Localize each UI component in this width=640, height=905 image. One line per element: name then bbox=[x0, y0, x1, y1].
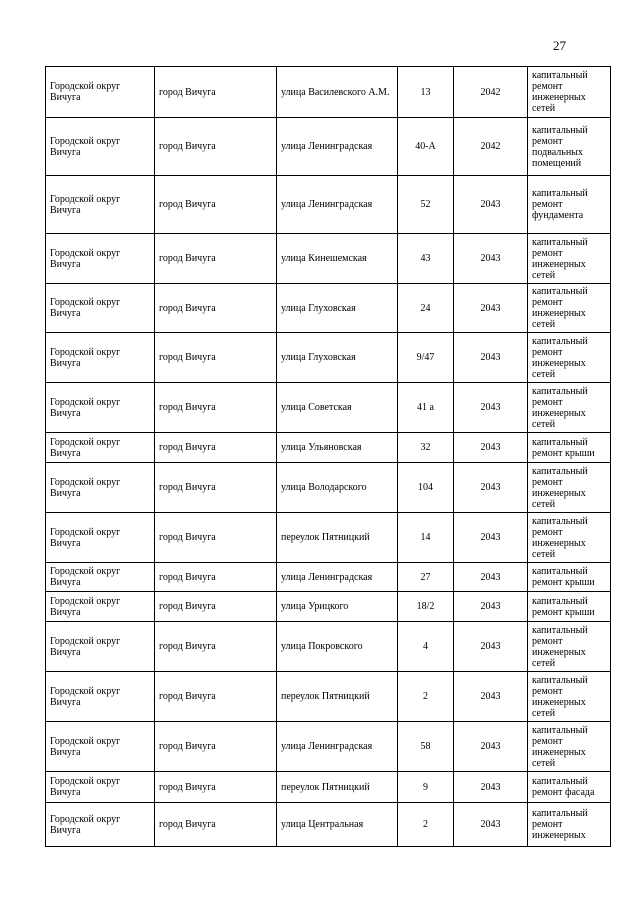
work-type-cell: капитальный ремонт инженерных сетей bbox=[528, 722, 611, 772]
house-number-cell: 14 bbox=[398, 513, 454, 563]
table-row bbox=[46, 803, 611, 847]
city-cell: город Вичуга bbox=[155, 176, 277, 234]
table-row bbox=[46, 433, 611, 463]
street-cell: улица Урицкого bbox=[277, 592, 398, 622]
street-cell: улица Кинешемская bbox=[277, 234, 398, 284]
table-row bbox=[46, 622, 611, 672]
city-cell: город Вичуга bbox=[155, 563, 277, 592]
house-number-cell: 104 bbox=[398, 463, 454, 513]
table-row bbox=[46, 463, 611, 513]
street-cell: улица Василевского А.М. bbox=[277, 67, 398, 118]
work-type-cell: капитальный ремонт фасада bbox=[528, 772, 611, 803]
table-row bbox=[46, 176, 611, 234]
work-type-cell: капитальный ремонт инженерных сетей bbox=[528, 513, 611, 563]
district-cell: Городской округ Вичуга bbox=[46, 722, 155, 772]
street-cell: улица Глуховская bbox=[277, 333, 398, 383]
house-number-cell: 2 bbox=[398, 803, 454, 847]
house-number-cell: 18/2 bbox=[398, 592, 454, 622]
street-cell: улица Центральная bbox=[277, 803, 398, 847]
district-cell: Городской округ Вичуга bbox=[46, 333, 155, 383]
street-cell: улица Покровского bbox=[277, 622, 398, 672]
table-row bbox=[46, 592, 611, 622]
house-number-cell: 4 bbox=[398, 622, 454, 672]
page-number: 27 bbox=[553, 38, 566, 53]
work-type-cell: капитальный ремонт инженерных сетей bbox=[528, 234, 611, 284]
house-number-cell: 43 bbox=[398, 234, 454, 284]
house-number-cell: 40-А bbox=[398, 118, 454, 176]
street-cell: улица Глуховская bbox=[277, 284, 398, 333]
year-cell: 2043 bbox=[454, 722, 528, 772]
city-cell: город Вичуга bbox=[155, 463, 277, 513]
year-cell: 2043 bbox=[454, 622, 528, 672]
year-cell: 2043 bbox=[454, 176, 528, 234]
district-cell: Городской округ Вичуга bbox=[46, 176, 155, 234]
city-cell: город Вичуга bbox=[155, 803, 277, 847]
table-row bbox=[46, 563, 611, 592]
city-cell: город Вичуга bbox=[155, 672, 277, 722]
street-cell: переулок Пятницкий bbox=[277, 672, 398, 722]
district-cell: Городской округ Вичуга bbox=[46, 284, 155, 333]
year-cell: 2042 bbox=[454, 67, 528, 118]
year-cell: 2043 bbox=[454, 333, 528, 383]
city-cell: город Вичуга bbox=[155, 772, 277, 803]
district-cell: Городской округ Вичуга bbox=[46, 433, 155, 463]
district-cell: Городской округ Вичуга bbox=[46, 67, 155, 118]
district-cell: Городской округ Вичуга bbox=[46, 563, 155, 592]
work-type-cell: капитальный ремонт крыши bbox=[528, 592, 611, 622]
table-row bbox=[46, 67, 611, 118]
work-type-cell: капитальный ремонт крыши bbox=[528, 563, 611, 592]
table-row bbox=[46, 772, 611, 803]
repair-schedule-table bbox=[45, 66, 611, 847]
street-cell: переулок Пятницкий bbox=[277, 772, 398, 803]
street-cell: улица Ленинградская bbox=[277, 176, 398, 234]
year-cell: 2043 bbox=[454, 803, 528, 847]
year-cell: 2043 bbox=[454, 772, 528, 803]
year-cell: 2042 bbox=[454, 118, 528, 176]
district-cell: Городской округ Вичуга bbox=[46, 463, 155, 513]
year-cell: 2043 bbox=[454, 433, 528, 463]
work-type-cell: капитальный ремонт инженерных сетей bbox=[528, 622, 611, 672]
district-cell: Городской округ Вичуга bbox=[46, 592, 155, 622]
house-number-cell: 32 bbox=[398, 433, 454, 463]
street-cell: улица Ленинградская bbox=[277, 563, 398, 592]
district-cell: Городской округ Вичуга bbox=[46, 772, 155, 803]
district-cell: Городской округ Вичуга bbox=[46, 383, 155, 433]
city-cell: город Вичуга bbox=[155, 333, 277, 383]
house-number-cell: 2 bbox=[398, 672, 454, 722]
house-number-cell: 24 bbox=[398, 284, 454, 333]
house-number-cell: 9 bbox=[398, 772, 454, 803]
street-cell: улица Ульяновская bbox=[277, 433, 398, 463]
work-type-cell: капитальный ремонт инженерных сетей bbox=[528, 672, 611, 722]
house-number-cell: 27 bbox=[398, 563, 454, 592]
house-number-cell: 13 bbox=[398, 67, 454, 118]
district-cell: Городской округ Вичуга bbox=[46, 118, 155, 176]
table-row bbox=[46, 383, 611, 433]
house-number-cell: 41 а bbox=[398, 383, 454, 433]
year-cell: 2043 bbox=[454, 672, 528, 722]
city-cell: город Вичуга bbox=[155, 513, 277, 563]
work-type-cell: капитальный ремонт инженерных сетей bbox=[528, 463, 611, 513]
work-type-cell: капитальный ремонт подвальных помещений bbox=[528, 118, 611, 176]
district-cell: Городской округ Вичуга bbox=[46, 803, 155, 847]
district-cell: Городской округ Вичуга bbox=[46, 672, 155, 722]
city-cell: город Вичуга bbox=[155, 383, 277, 433]
district-cell: Городской округ Вичуга bbox=[46, 234, 155, 284]
work-type-cell: капитальный ремонт инженерных сетей bbox=[528, 333, 611, 383]
table-row bbox=[46, 234, 611, 284]
year-cell: 2043 bbox=[454, 284, 528, 333]
table-row bbox=[46, 672, 611, 722]
year-cell: 2043 bbox=[454, 383, 528, 433]
house-number-cell: 9/47 bbox=[398, 333, 454, 383]
city-cell: город Вичуга bbox=[155, 433, 277, 463]
table-row bbox=[46, 513, 611, 563]
city-cell: город Вичуга bbox=[155, 592, 277, 622]
work-type-cell: капитальный ремонт инженерных сетей bbox=[528, 67, 611, 118]
city-cell: город Вичуга bbox=[155, 67, 277, 118]
district-cell: Городской округ Вичуга bbox=[46, 513, 155, 563]
work-type-cell: капитальный ремонт инженерных сетей bbox=[528, 284, 611, 333]
street-cell: улица Ленинградская bbox=[277, 722, 398, 772]
year-cell: 2043 bbox=[454, 592, 528, 622]
house-number-cell: 52 bbox=[398, 176, 454, 234]
work-type-cell: капитальный ремонт фундамента bbox=[528, 176, 611, 234]
year-cell: 2043 bbox=[454, 513, 528, 563]
table-row bbox=[46, 118, 611, 176]
street-cell: улица Советская bbox=[277, 383, 398, 433]
table-row bbox=[46, 284, 611, 333]
district-cell: Городской округ Вичуга bbox=[46, 622, 155, 672]
house-number-cell: 58 bbox=[398, 722, 454, 772]
year-cell: 2043 bbox=[454, 563, 528, 592]
year-cell: 2043 bbox=[454, 463, 528, 513]
work-type-cell: капитальный ремонт инженерных сетей bbox=[528, 383, 611, 433]
work-type-cell: капитальный ремонт инженерных bbox=[528, 803, 611, 847]
city-cell: город Вичуга bbox=[155, 118, 277, 176]
city-cell: город Вичуга bbox=[155, 234, 277, 284]
table-row bbox=[46, 333, 611, 383]
city-cell: город Вичуга bbox=[155, 722, 277, 772]
city-cell: город Вичуга bbox=[155, 622, 277, 672]
street-cell: переулок Пятницкий bbox=[277, 513, 398, 563]
table-row bbox=[46, 722, 611, 772]
work-type-cell: капитальный ремонт крыши bbox=[528, 433, 611, 463]
street-cell: улица Володарского bbox=[277, 463, 398, 513]
city-cell: город Вичуга bbox=[155, 284, 277, 333]
street-cell: улица Ленинградская bbox=[277, 118, 398, 176]
year-cell: 2043 bbox=[454, 234, 528, 284]
